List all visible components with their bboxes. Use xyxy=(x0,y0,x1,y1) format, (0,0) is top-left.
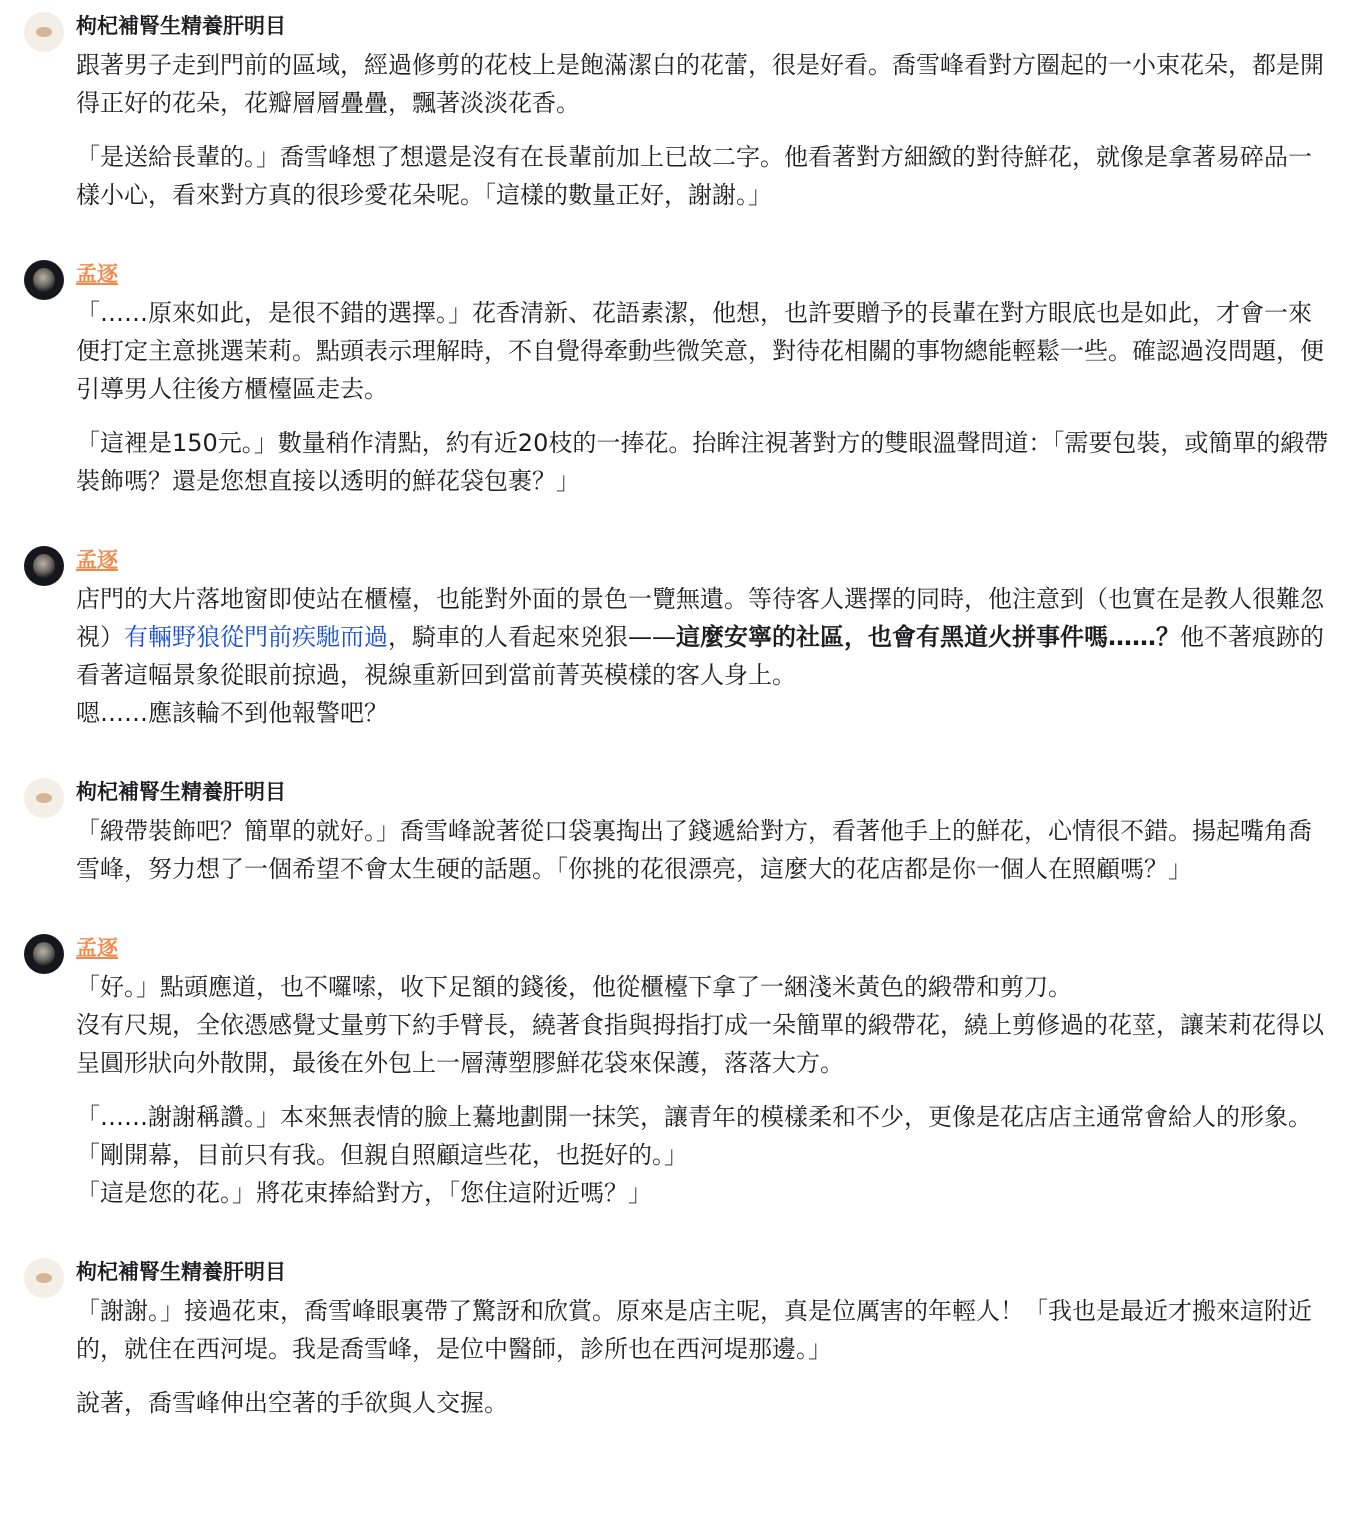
avatar-image-icon xyxy=(33,942,55,966)
avatar[interactable] xyxy=(24,260,64,300)
post-text: ，騎車的人看起來兇狠—— xyxy=(388,623,676,651)
post-paragraph: 說著，喬雪峰伸出空著的手欲與人交握。 xyxy=(76,1389,508,1417)
post-paragraph: 「……原來如此，是很不錯的選擇。」花香清新、花語素潔，他想，也許要贈予的長輩在對方眼底也是如此，才會一來便打定主意挑選茉莉。點頭表示理解時，不自覺得牽動些微笑意，對待花相關的事物總能輕鬆一些。確認過沒問題，便引導男人往後方櫃檯區走去。 xyxy=(76,299,1324,403)
author-name[interactable]: 枸杞補腎生精養肝明目 xyxy=(76,1260,286,1284)
author-name-link[interactable]: 孟逐 xyxy=(76,262,118,286)
avatar-image-icon xyxy=(36,27,52,37)
author-name[interactable]: 枸杞補腎生精養肝明目 xyxy=(76,780,286,804)
post-5 xyxy=(0,934,1358,1212)
post-paragraph: 「這裡是150元。」數量稍作清點，約有近20枝的一捧花。抬眸注視著對方的雙眼溫聲問道：「需要包裝，或簡單的緞帶裝飾嗎？還是您想直接以透明的鮮花袋包裹？」 xyxy=(76,429,1329,495)
post-2 xyxy=(0,260,1358,500)
avatar-image-icon xyxy=(36,1273,52,1283)
avatar[interactable] xyxy=(24,778,64,818)
post-3 xyxy=(0,546,1358,732)
avatar-image-icon xyxy=(33,554,55,578)
post-paragraph: 嗯……應該輪不到他報警吧？ xyxy=(76,699,388,727)
avatar-image-icon xyxy=(33,268,55,292)
post-paragraph: 沒有尺規，全依憑感覺丈量剪下約手臂長，繞著食指與拇指打成一朵簡單的緞帶花，繞上剪修過的花莖，讓茉莉花得以呈圓形狀向外散開，最後在外包上一層薄塑膠鮮花袋來保護，落落大方。 xyxy=(76,1011,1324,1077)
author-name-link[interactable]: 孟逐 xyxy=(76,936,118,960)
avatar[interactable] xyxy=(24,12,64,52)
post-paragraph: 「好。」點頭應道，也不囉嗦，收下足額的錢後，他從櫃檯下拿了一綑淺米黃色的緞帶和剪刀。 xyxy=(76,973,1072,1001)
post-text: 他不著痕跡的看著這幅景象從眼前掠過，視線重新回到當前菁英模樣的客人身上。 xyxy=(76,623,1324,689)
post-paragraph: 「緞帶裝飾吧？簡單的就好。」喬雪峰說著從口袋裏掏出了錢遞給對方，看著他手上的鮮花，心情很不錯。揚起嘴角喬雪峰，努力想了一個希望不會太生硬的話題。「你挑的花很漂亮，這麼大的花店都是你一個人在照顧嗎？」 xyxy=(76,817,1312,883)
post-6 xyxy=(0,1258,1358,1422)
post-paragraph: 「是送給長輩的。」喬雪峰想了想還是沒有在長輩前加上已故二字。他看著對方細緻的對待鮮花，就像是拿著易碎品一樣小心，看來對方真的很珍愛花朵呢。「這樣的數量正好，謝謝。」 xyxy=(76,143,1312,209)
author-name-link[interactable]: 孟逐 xyxy=(76,548,118,572)
avatar[interactable] xyxy=(24,1258,64,1298)
post-1 xyxy=(0,12,1358,214)
avatar[interactable] xyxy=(24,934,64,974)
post-text: 店門的大片落地窗即使站在櫃檯，也能對外面的景色一覽無遺。等待客人選擇的同時，他注意到（也實在是教人很難忽視） xyxy=(76,585,1324,651)
bold-text: 這麼安寧的社區，也會有黑道火拼事件嗎……？ xyxy=(676,623,1180,651)
post-paragraph: 「謝謝。」接過花束，喬雪峰眼裏帶了驚訝和欣賞。原來是店主呢，真是位厲害的年輕人！「我也是最近才搬來這附近的，就住在西河堤。我是喬雪峰，是位中醫師，診所也在西河堤那邊。」 xyxy=(76,1297,1312,1363)
author-name[interactable]: 枸杞補腎生精養肝明目 xyxy=(76,14,286,38)
post-paragraph: 「這是您的花。」將花束捧給對方，「您住這附近嗎？」 xyxy=(76,1179,652,1207)
avatar-image-icon xyxy=(36,793,52,803)
post-paragraph xyxy=(76,580,1330,694)
post-paragraph: 跟著男子走到門前的區域，經過修剪的花枝上是飽滿潔白的花蕾，很是好看。喬雪峰看對方圈起的一小束花朵，都是開得正好的花朵，花瓣層層疊疊，飄著淡淡花香。 xyxy=(76,51,1324,117)
post-4 xyxy=(0,778,1358,888)
highlighted-text: 有輛野狼從門前疾馳而過 xyxy=(124,623,388,651)
post-paragraph: 「……謝謝稱讚。」本來無表情的臉上驀地劃開一抹笑，讓青年的模樣柔和不少，更像是花店店主通常會給人的形象。「剛開幕，目前只有我。但親自照顧這些花，也挺好的。」 xyxy=(76,1103,1312,1169)
avatar[interactable] xyxy=(24,546,64,586)
